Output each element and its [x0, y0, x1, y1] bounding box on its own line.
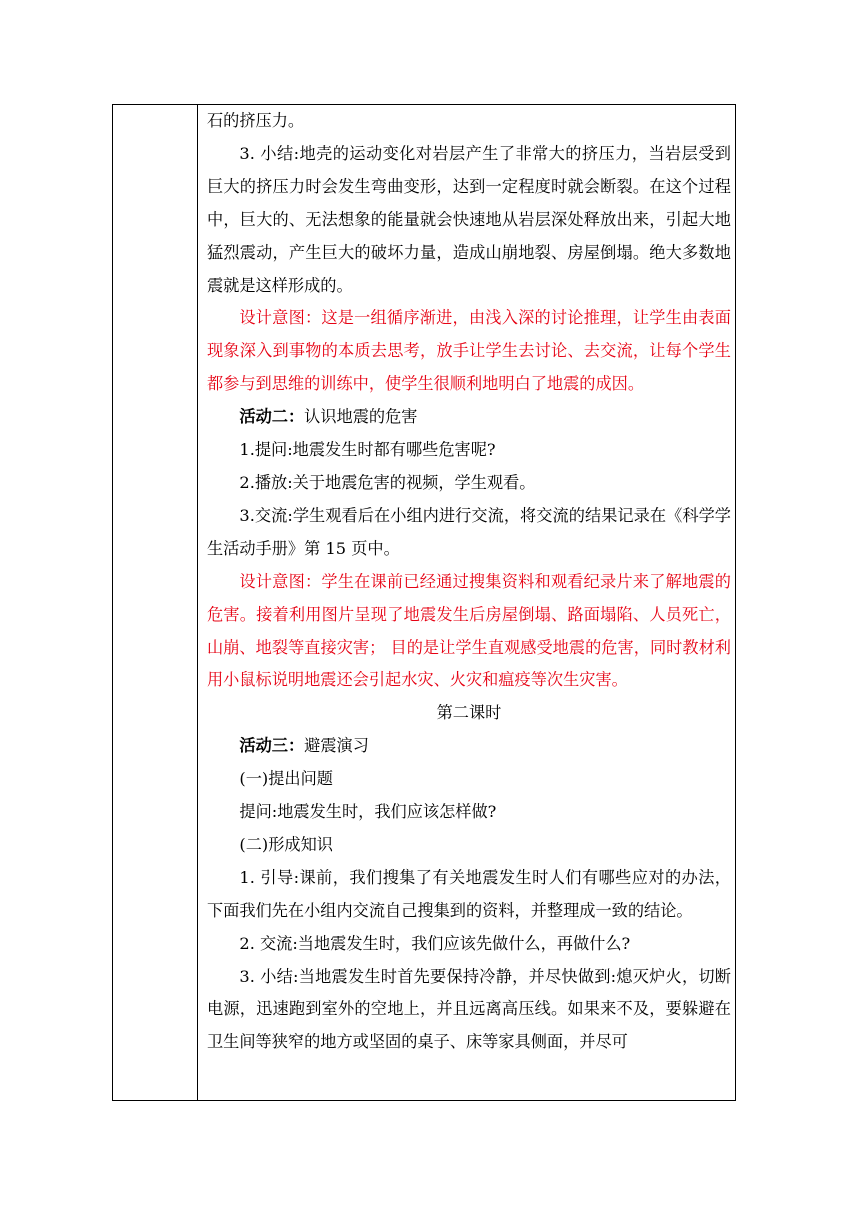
paragraph: 石的挤压力。	[207, 111, 305, 130]
lesson-table	[112, 104, 736, 1101]
activity-label: 活动二：	[239, 407, 305, 427]
activity-heading	[207, 730, 731, 763]
paragraph: 2.播放:关于地震危害的视频，学生观看。	[239, 472, 536, 492]
design-intent-paragraph: 设计意图：学生在课前已经通过搜集资料和观看纪录片来了解地震的危害。接着利用图片呈现了地震发生后房屋倒塌、路面塌陷、人员死亡，山崩、地裂等直接灾害； 目的是让学生直观感受地震的危害，同时教材利用小鼠标说明地震还会引起水灾、火灾和瘟疫等次生灾害。	[207, 571, 731, 690]
paragraph: (一)提出问题	[239, 769, 333, 789]
paragraph: 1.提问:地震发生时都有哪些危害呢?	[239, 440, 496, 460]
paragraph: (二)形成知识	[239, 834, 333, 854]
table-left-column	[113, 105, 198, 1100]
table-content-cell	[199, 105, 735, 1100]
paragraph: 提问:地震发生时，我们应该怎样做?	[239, 802, 497, 822]
activity-heading	[207, 401, 731, 434]
paragraph: 3.交流:学生观看后在小组内进行交流，将交流的结果记录在《科学学生活动手册》第 15 页中。	[207, 505, 731, 558]
activity-title: 避震演习	[304, 736, 369, 756]
paragraph: 2. 交流:当地震发生时，我们应该先做什么，再做什么?	[239, 933, 631, 953]
design-intent-paragraph: 设计意图：这是一组循序渐进，由浅入深的讨论推理，让学生由表面现象深入到事物的本质去思考，放手让学生去讨论、去交流，让每个学生都参与到思维的训练中，使学生很顺利地明白了地震的成因。	[207, 308, 731, 394]
paragraph: 3. 小结:当地震发生时首先要保持冷静，并尽快做到:熄灭炉火，切断电源，迅速跑到室外的空地上，并且远离高压线。如果来不及，要躲避在卫生间等狭窄的地方或坚固的桌子、床等家具侧面，并尽可	[207, 966, 731, 1052]
paragraph: 1. 引导:课前，我们搜集了有关地震发生时人们有哪些应对的办法，下面我们先在小组内交流自己搜集到的资料，并整理成一致的结论。	[207, 867, 731, 920]
paragraph: 3. 小结:地壳的运动变化对岩层产生了非常大的挤压力，当岩层受到巨大的挤压力时会发生弯曲变形，达到一定程度时就会断裂。在这个过程中，巨大的、无法想象的能量就会快速地从岩层深处释放出来，引起大地猛烈震动，产生巨大的破坏力量，造成山崩地裂、房屋倒塌。绝大多数地震就是这样形成的。	[207, 143, 731, 295]
activity-label: 活动三：	[239, 736, 305, 756]
activity-title: 认识地震的危害	[304, 407, 418, 427]
section-heading: 第二课时	[436, 703, 502, 723]
